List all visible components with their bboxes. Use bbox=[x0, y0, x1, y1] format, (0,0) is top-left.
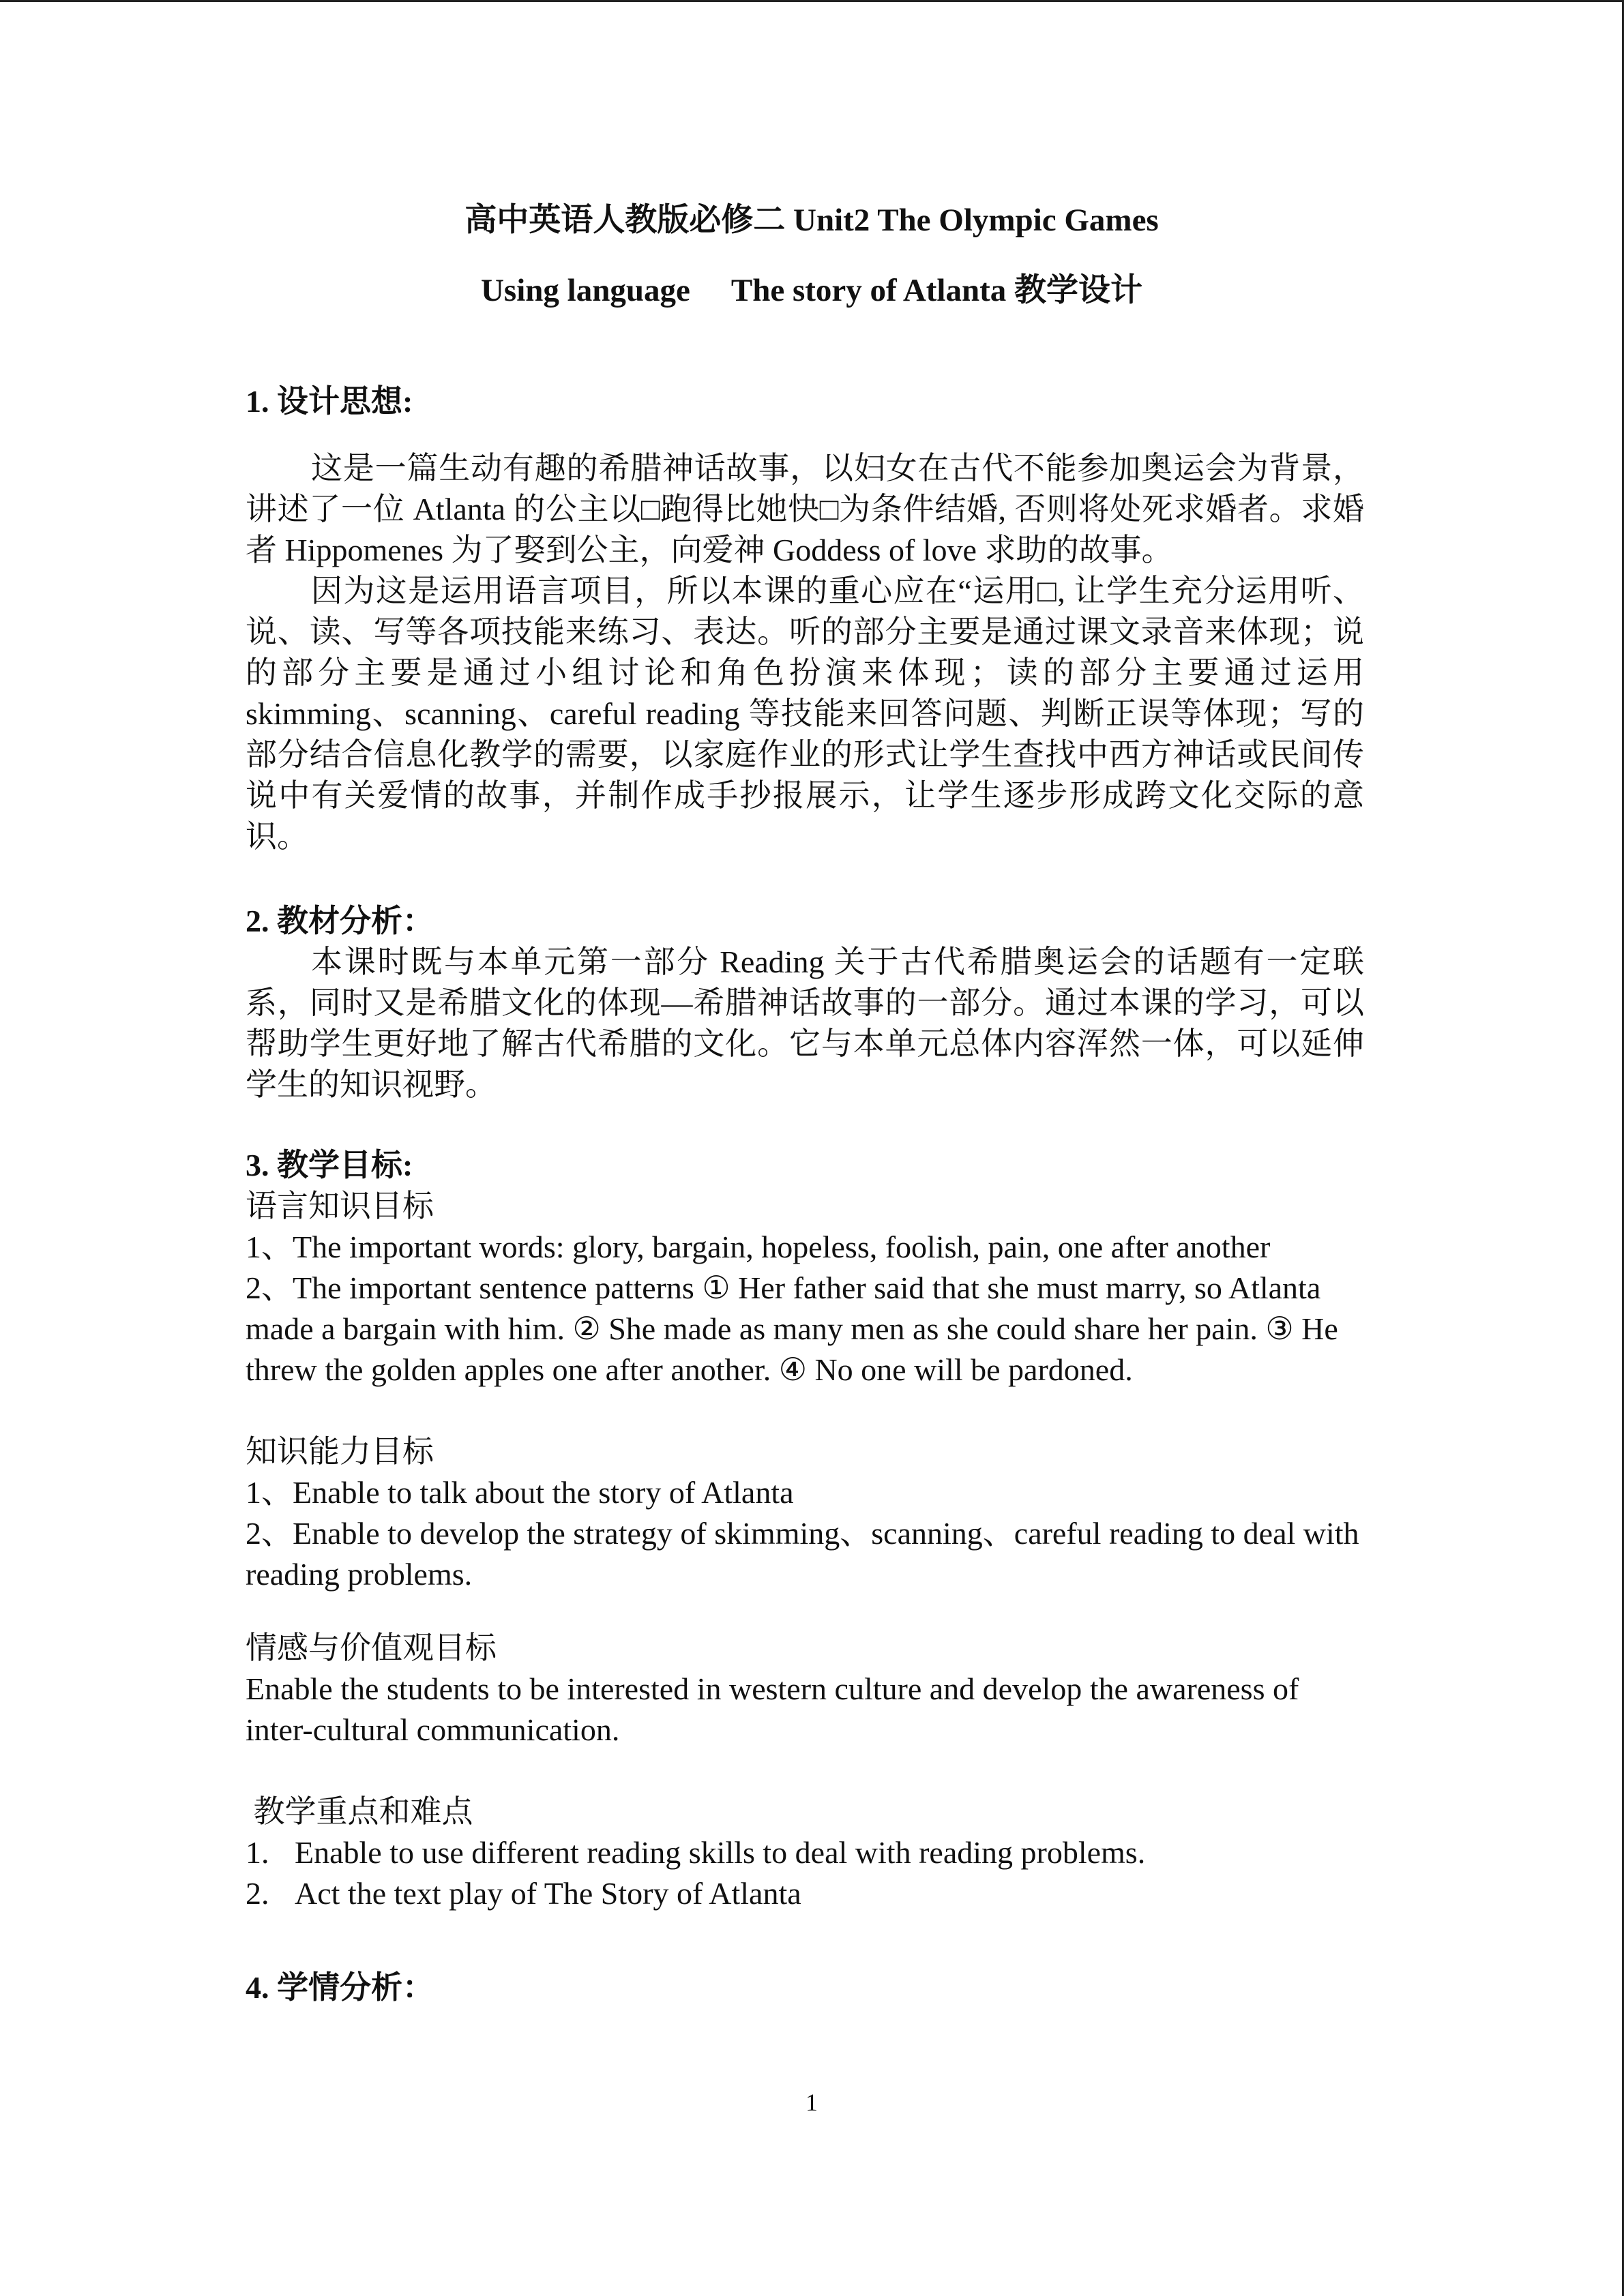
goal-title: 教学重点和难点 bbox=[246, 1794, 473, 1829]
paragraph: 这是一篇生动有趣的希腊神话故事，以妇女在古代不能参加奥运会为背景，讲述了一位 Atlanta 的公主以□跑得比她快□为条件结婚, 否则将处死求婚者。求婚者 Hippomenes 为了娶到公主，向爱神 Goddess of love 求助的故事。 bbox=[246, 451, 1364, 567]
section-design-idea bbox=[246, 381, 1364, 857]
section-teaching-goals bbox=[246, 1145, 1364, 1914]
document-title: 高中英语人教版必修二 Unit2 The Olympic Games bbox=[464, 203, 1159, 238]
subtitle-right: The story of Atlanta 教学设计 bbox=[730, 273, 1143, 308]
document-subtitle bbox=[246, 270, 1378, 311]
list-item bbox=[246, 1832, 1364, 1873]
goal-item: 2、The important sentence patterns ① Her father said that she must marry, so Atlanta made a bargain with him. ② She made as many men as she could share her pain. ③ He threw the golden apples one after another. ④ No one will be pardoned. bbox=[246, 1270, 1338, 1387]
page-number: 1 bbox=[806, 2089, 818, 2116]
list-text: Enable to use different reading skills to deal with reading problems. bbox=[295, 1835, 1146, 1870]
list-text: Act the text play of The Story of Atlanta bbox=[295, 1876, 801, 1911]
section-heading: 4. 学情分析： bbox=[246, 1970, 434, 2005]
goal-item: Enable the students to be interested in western culture and develop the awareness of inter-cultural communication. bbox=[246, 1671, 1299, 1747]
section-heading: 1. 设计思想: bbox=[246, 384, 413, 419]
goal-item: 1、The important words: glory, bargain, hopeless, foolish, pain, one after another bbox=[246, 1229, 1271, 1264]
list-number: 1. bbox=[246, 1835, 269, 1870]
list-item bbox=[246, 1873, 1364, 1914]
paragraph: 因为这是运用语言项目，所以本课的重心应在“运用□, 让学生充分运用听、说、读、写等各项技能来练习、表达。听的部分主要是通过课文录音来体现；说的部分主要是通过小组讨论和角色扮演来体现；读的部分主要通过运用 skimming、scanning、careful reading 等技能来回答问题、判断正误等体现；写的部分结合信息化教学的需要，以家庭作业的形式让学生查找中西方神话或民间传说中有关爱情的故事，并制作成手抄报展示，让学生逐步形成跨文化交际的意识。 bbox=[246, 573, 1364, 854]
goal-item: 1、Enable to talk about the story of Atlanta bbox=[246, 1475, 794, 1510]
section-heading: 3. 教学目标: bbox=[246, 1148, 413, 1182]
section-student-analysis bbox=[246, 1967, 1364, 2008]
list-number: 2. bbox=[246, 1876, 269, 1911]
goal-title: 知识能力目标 bbox=[246, 1434, 434, 1469]
goal-item: 2、Enable to develop the strategy of skimming、scanning、careful reading to deal with reading problems. bbox=[246, 1516, 1359, 1592]
section-material-analysis bbox=[246, 901, 1364, 1105]
goal-title: 情感与价值观目标 bbox=[246, 1630, 497, 1665]
paragraph: 本课时既与本单元第一部分 Reading 关于古代希腊奥运会的话题有一定联系，同时又是希腊文化的体现—希腊神话故事的一部分。通过本课的学习，可以帮助学生更好地了解古代希腊的文化。它与本单元总体内容浑然一体，可以延伸学生的知识视野。 bbox=[246, 944, 1364, 1102]
subtitle-left: Using language bbox=[480, 273, 690, 308]
section-heading: 2. 教材分析： bbox=[246, 904, 434, 938]
goal-title: 语言知识目标 bbox=[246, 1189, 434, 1223]
